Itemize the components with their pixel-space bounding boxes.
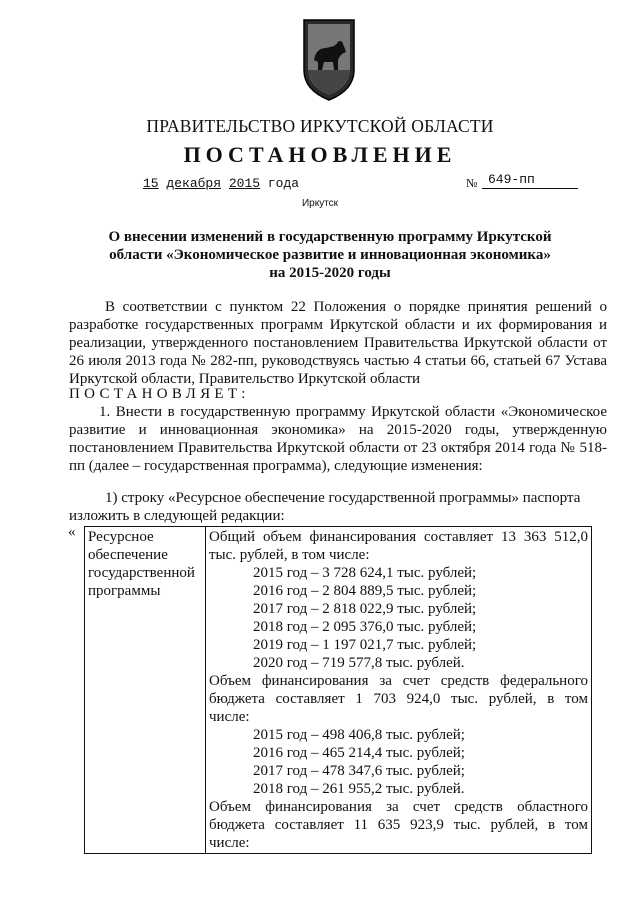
federal-year: 2018 год – 261 955,2 тыс. рублей. xyxy=(253,781,465,797)
decree-title: О внесении изменений в государственную программу Иркутской области «Экономическое развитие и инновационная экономика» на 2015-2020 годы xyxy=(108,229,552,281)
label-line: государственной xyxy=(88,565,195,581)
total-year: 2020 год – 719 577,8 тыс. рублей. xyxy=(253,655,465,671)
coat-of-arms-emblem xyxy=(300,18,358,102)
regional-line: числе: xyxy=(209,835,250,851)
label-line: обеспечение xyxy=(88,547,168,563)
decree-number: 649-пп xyxy=(482,172,578,189)
total-year: 2019 год – 1 197 021,7 тыс. рублей; xyxy=(253,637,477,653)
total-year: 2015 год – 3 728 624,1 тыс. рублей; xyxy=(253,565,477,581)
regional-line: Объем финансирования за счет средств областного xyxy=(209,799,588,815)
date-day: 15 xyxy=(143,176,159,191)
federal-year: 2017 год – 478 347,6 тыс. рублей; xyxy=(253,763,465,779)
total-year: 2016 год – 2 804 889,5 тыс. рублей; xyxy=(253,583,477,599)
total-line: Общий объем финансирования составляет 13 363 512,0 xyxy=(209,529,588,545)
number-label: № xyxy=(466,176,478,190)
date-month: декабря xyxy=(166,176,222,191)
federal-line: бюджета составляет 1 703 924,0 тыс. рублей, в том xyxy=(209,691,588,707)
resource-value-cell xyxy=(206,527,592,854)
resource-label-cell xyxy=(85,527,206,854)
total-line: тыс. рублей, в том числе: xyxy=(209,547,370,563)
item-1-paragraph: 1. Внести в государственную программу Иркутской области «Экономическое развитие и инновационная экономика» на 2015-2020 годы, утвержденную постановлением Правительства Иркутской области от 23 октября 2014 года № 518-пп (далее – государственная программа), следующие изменения: xyxy=(69,404,607,474)
federal-year: 2016 год – 465 214,4 тыс. рублей; xyxy=(253,745,465,761)
total-year: 2017 год – 2 818 022,9 тыс. рублей; xyxy=(253,601,477,617)
label-line: программы xyxy=(88,583,161,599)
preamble-paragraph: В соответствии с пунктом 22 Положения о порядке принятия решений о разработке государственных программ Иркутской области и их формирования и реализации, утвержденного постановлением Правительства Иркутской области от 26 июля 2013 года № 282-пп, руководствуясь частью 4 статьи 66, статьей 67 Устава Иркутской области, Правительство Иркутской области xyxy=(69,299,607,387)
opening-quote: « xyxy=(68,524,76,540)
federal-line: числе: xyxy=(209,709,250,725)
date-year: 2015 xyxy=(228,176,261,191)
subitem-1-line-1: 1) строку «Ресурсное обеспечение государственной программы» паспорта xyxy=(105,490,581,506)
total-year: 2018 год – 2 095 376,0 тыс. рублей; xyxy=(253,619,477,635)
government-name: ПРАВИТЕЛЬСТВО ИРКУТСКОЙ ОБЛАСТИ xyxy=(146,116,494,136)
document-type: ПОСТАНОВЛЕНИЕ xyxy=(183,142,457,167)
resolves-heading: ПОСТАНОВЛЯЕТ: xyxy=(69,386,250,402)
table-row xyxy=(85,527,592,854)
federal-line: Объем финансирования за счет средств федерального xyxy=(209,673,588,689)
subitem-1-line-2: изложить в следующей редакции: xyxy=(69,508,285,524)
federal-year: 2015 год – 498 406,8 тыс. рублей; xyxy=(253,727,465,743)
resource-table xyxy=(84,526,592,854)
decree-date xyxy=(143,176,299,191)
date-suffix: года xyxy=(267,176,300,191)
city-name: Иркутск xyxy=(301,198,339,209)
regional-line: бюджета составляет 11 635 923,9 тыс. рублей, в том xyxy=(209,817,588,833)
label-line: Ресурсное xyxy=(88,529,154,545)
